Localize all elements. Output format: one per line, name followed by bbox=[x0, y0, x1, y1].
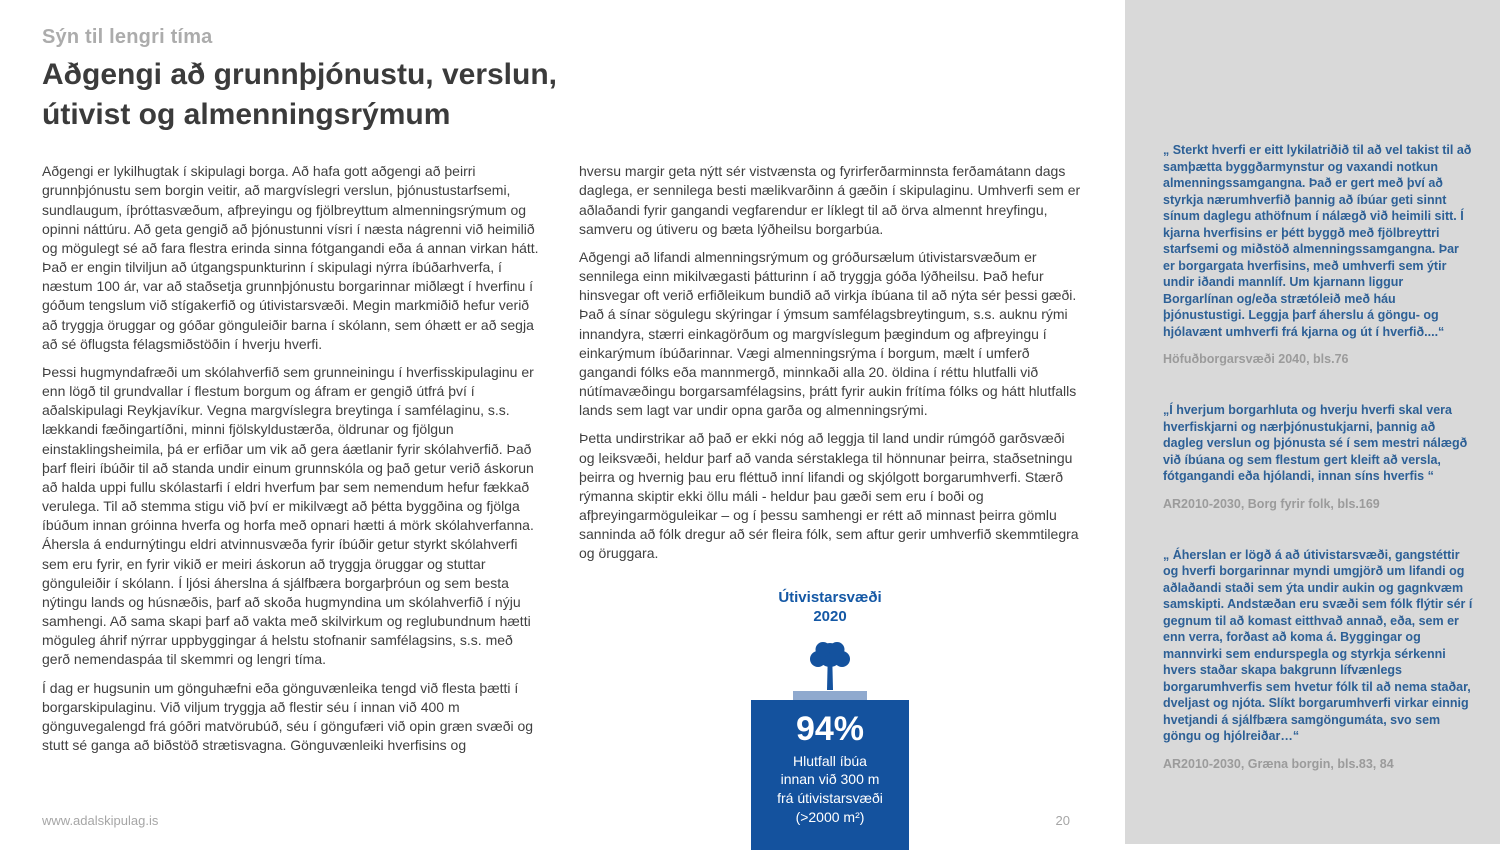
stat-caption bbox=[759, 752, 901, 826]
section-kicker: Sýn til lengri tíma bbox=[42, 26, 213, 48]
website-link[interactable]: www.adalskipulag.is bbox=[42, 813, 159, 828]
stat-caption-line: frá útivistarsvæði bbox=[777, 789, 883, 806]
page-number: 20 bbox=[1055, 813, 1070, 828]
text-column-middle bbox=[579, 162, 1081, 850]
text-columns bbox=[42, 162, 1125, 850]
paragraph: hversu margir geta nýtt sér vistvænsta og fyrirferðarminnsta ferðamátann dags daglega, er sennilega besti mælikvarðinn á gæðin í skipulaginu. Umhverfi sem er aðlaðandi fyrir gangandi vegfarendur er líklegt til að örva almennt hreyfingu, samveru og útiveru og bæta lýðheilsu borgarbúa. bbox=[579, 163, 1081, 237]
page-title-line-2: útivist og almenningsrýmum bbox=[42, 97, 451, 131]
quote-text: „Í hverjum borgarhluta og hverju hverfi skal vera hverfiskjarni og nærþjónustukjarni, þannig að dagleg verslun og þjónusta sé í sem mestri nálægð við íbúana og sem flestum gert kleift að versla, fótgangandi eða hjólandi, innan síns hverfis “ bbox=[1163, 403, 1468, 483]
paragraph: Í dag er hugsunin um gönguhæfni eða gönguvænleika tengd við flesta þætti í borgarskipulaginu. Við viljum tryggja að flestir séu í innan við 400 m gönguvegalengd frá góðri matvörubúð, séu í göngufæri við opin græn svæði og stutt sé ganga að biðstöð strætisvagna. Gönguvænleiki hverfisins og bbox=[42, 679, 534, 754]
page-title bbox=[42, 55, 1125, 134]
page-title-line-1: Aðgengi að grunnþjónustu, verslun, bbox=[42, 58, 557, 91]
paragraph: Aðgengi að lifandi almenningsrýmum og gróðursælum útivistarsvæðum er sennilega einn mikilvægasti þátturinn í að tryggja góða lýðheilsu. Það hefur hinsvegar oft verið erfiðleikum bundið að virkja íbúana til að nýta sér þessi gæði. Það á sínar sögulegu skýringar í ýmsum samfélagsbreytingum, s.s. auknu rými innandyra, stærri einkagörðum og margvíslegum þægindum og afþreyingu í einkarýmum íbúðarinnar. Vægi almenningsrýma í borgum, mælt í umferð gangandi fólks eða mannmergð, minnkaði alla 20. öldina í réttu hlutfalli við nútímavæðingu borgarsamfélagsins, þrátt fyrir aukin frítíma fólks og hátt hlutfalls lands sem lagt var undir opna garða og almenningsrými. bbox=[579, 248, 1077, 419]
stat-box bbox=[751, 700, 909, 850]
quote-source: AR2010-2030, Borg fyrir folk, bls.169 bbox=[1163, 496, 1380, 511]
infographic-heading bbox=[778, 588, 881, 627]
outdoor-area-infographic bbox=[579, 588, 1081, 850]
pedestal-bar bbox=[793, 691, 867, 700]
quotes-sidebar bbox=[1125, 0, 1500, 844]
tree-icon bbox=[804, 640, 856, 692]
infographic-heading-line-1: Útivistarsvæði bbox=[778, 588, 882, 606]
paragraph: Aðgengi er lykilhugtak í skipulagi borga. Að hafa gott aðgengi að þeirri grunnþjónustu sem borgin veitir, að margvíslegri verslun, þjónustustarfsemi, sundlaugum, íþróttasvæðum, afþreyingu og fjölbreyttum almenningsrýmum og opinni náttúru. Að geta gengið að þjónustunni vísri í næsta nágrenni við heimilið og mögulegt sé að fara flestra erinda sinna fótgangandi eða á annan virkan hátt. Það er engin tilviljun að útgangspunkturinn í skipulagi nýrra íbúðarhverfa, í næstum 100 ár, var að staðsetja grunnþjónustu borgarinnar miðlægt í hverfinu í góðum tengslum við stígakerfið og útivistarsvæði. Megin markmiðið hefur verið að tryggja öruggar og góðar gönguleiðir barna í skólann, sem óhætt er að segja að sé öflugsta félagsmiðstöðin í hverju hverfi. bbox=[42, 163, 539, 352]
stat-caption-line: Hlutfall íbúa bbox=[793, 752, 867, 769]
quote-source: AR2010-2030, Græna borgin, bls.83, 84 bbox=[1163, 756, 1394, 771]
stat-caption-line: innan við 300 m bbox=[780, 771, 880, 788]
quote-source: Höfuðborgarsvæði 2040, bls.76 bbox=[1163, 352, 1349, 366]
stat-caption-line: (>2000 m²) bbox=[795, 808, 865, 825]
infographic-heading-line-2: 2020 bbox=[813, 608, 847, 626]
quote-text: „ Áherslan er lögð á að útivistarsvæði, gangstéttir og hverfi borgarinnar myndi umgjörð um lifandi og aðlaðandi staði sem ýta undir aukin og gagnkvæm samskipti. Andstæðan eru svæði sem fólk flýtir sér í gegnum til að komast eitthvað annað, eða, sem er enn verra, forðast að koma á. Byggingar og mannvirki sem endurspegla og styrkja sérkenni hvers staðar skapa bakgrunn lífvænlegs borgarumhverfis sem hvetur fólk til að nema staðar, dveljast og njóta. Slíkt borgarumhverfi virkar einnig hvetjandi á sjálfbæra samgöngumáta, svo sem göngu og hjólreiðar…“ bbox=[1163, 547, 1473, 743]
quote-text: „ Sterkt hverfi er eitt lykilatriðið til að vel takist til að samþætta byggðarmynstur og vaxandi notkun almenningssamgangna. Það er gert með því að styrkja nærumhverfið þannig að íbúar geti sinnt sínum daglegu athöfnum í nálægð við heimili sitt. Í kjarna hverfisins er þétt byggð með fjölbreyttri starfsemi og miðstöð almenningssamgangna. Þar er borgargata hverfisins, með umhverfi sem ýtir undir iðandi mannlíf. Um kjarnann liggur Borgarlínan og/eða strætóleið með háu þjónustustigi. Leggja þarf áherslu á göngu- og hjólavænt umhverfi frá kjarna og út í hverfið....“ bbox=[1163, 143, 1472, 339]
paragraph: Þessi hugmyndafræði um skólahverfið sem grunneiningu í hverfisskipulaginu er enn lögð til grundvallar í flestum borgum og áfram er gengið útfrá því í aðalskipulagi Reykjavíkur. Vegna margvíslegra breytinga í samfélaginu, s.s. lækkandi fæðingartíðni, minni fjölskyldustærða, öldrunar og fjölgun einstaklingsheimila, þá er erfiðar um vik að gera áætlanir fyrir skólahverfið. Það þarf fleiri íbúðir til að standa undir einum grunnskóla og það getur verið áskorun að halda uppi fullu skólastarfi í eldri hverfum þar sem nemendum hefur fækkað verulega. Til að stemma stigu við því er mikilvægt að þétta byggðina og fjölga íbúðum innan gróinna hverfa og horfa með opnari hætti á mörk skólahverfanna. Áhersla á endurnýtingu eldri atvinnusvæða fyrir íbúðir getur styrkt skólahverfi sem eru fyrir, en fyrir vikið er meiri áskorun að tryggja öruggar og stuttar gönguleiðir í skólann. Í ljósi áherslna á sjálfbæra borgarþróun og sem besta nýtingu lands og húsnæðis, þarf að skoða hugmyndina um skólahverfið í nýju samhengi. Að sama skapi þarf að vakta með skilvirkum og reglubundnum hætti möguleg áhrif nýrrar uppbyggingar á helstu stofnanir samfélagsins, s.s. með gerð nemendaspáa til skemmri og lengri tíma. bbox=[42, 363, 534, 668]
stat-value: 94% bbox=[795, 709, 865, 748]
text-column-left bbox=[42, 162, 539, 850]
paragraph: Þetta undirstrikar að það er ekki nóg að leggja til land undir rúmgóð garðsvæði og leiksvæði, heldur þarf að vanda sérstaklega til hönnunar þeirra, staðsetningu þeirra og hvernig þau eru fléttuð inní lifandi og skjólgott borgarumhverfi. Stærð rýmanna skiptir ekki öllu máli - heldur þau gæði sem eru í boði og afþreyingarmöguleikar – og í þessu samhengi er rétt að minnast þeirra gömlu sanninda að fólk dregur að sér fleira fólk, sem aftur gerir umhverfið skemmtilegra og öruggara. bbox=[579, 430, 1079, 562]
page-header bbox=[42, 26, 1125, 134]
